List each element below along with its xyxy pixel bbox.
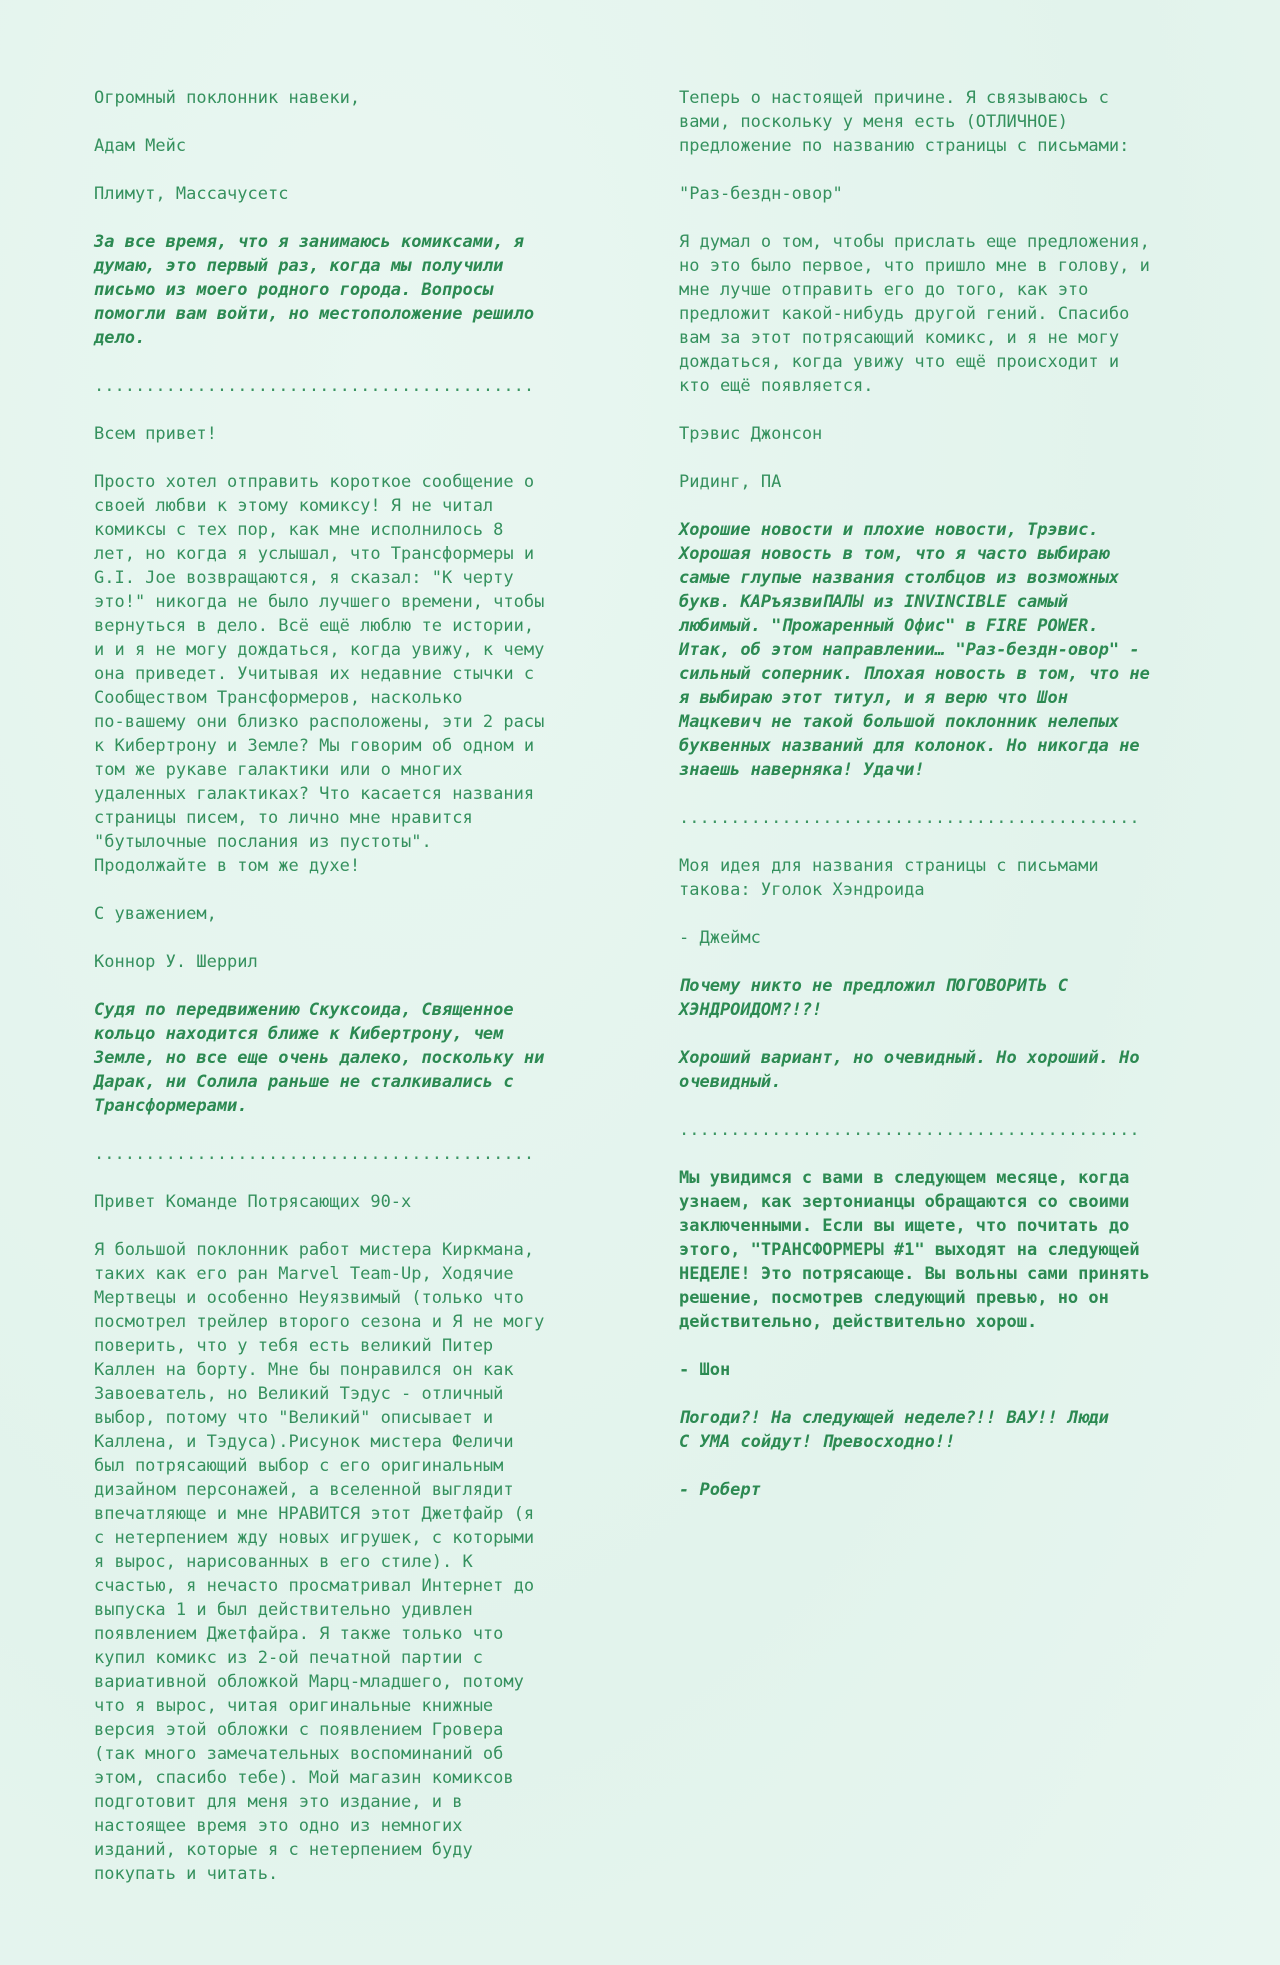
editor-announcement: Мы увидимся с вами в следующем месяце, когда узнаем, как зертонианцы обращаются со своими заключенными. Если вы ищете, что почитать до этого, "ТРАНСФОРМЕРЫ #1" выходят на следующей НЕДЕЛЕ! Это потрясающе. Вы вольны сами принять решение, посмотрев следующий превью, но он действительно, действительно хорош. [679, 1168, 1150, 1332]
letter-author: Адам Мейс [94, 136, 187, 156]
right-column [679, 86, 1199, 1526]
divider: ........................................... [94, 376, 535, 396]
letter-body: Просто хотел отправить короткое сообщение о своей любви к этому комиксу! Я не читал комиксы с тех пор, как мне исполнилось 8 лет, но когда я услышал, что Трансформеры и G.I. Joe возвращаются, я сказал: "К черту это!" никогда не было лучшего времени, чтобы вернуться в дело. Всё ещё люблю те истории, и и я не могу дождаться, когда увижу, к чему она приведет. Учитывая их недавние стычки с Сообществом Трансформеров, насколько по-вашему они близко расположены, эти 2 расы к Кибертрону и Земле? Мы говорим об одном и том же рукаве галактики или о многих удаленных галактиках? Что касается названия страницы писем, то лично мне нравится "бутылочные послания из пустоты". Продолжайте в том же духе! [94, 472, 545, 876]
letter-author: - Джеймс [679, 928, 761, 948]
letter-title-suggestion: "Раз-бездн-овор" [679, 184, 843, 204]
letter-author: Трэвис Джонсон [679, 424, 823, 444]
editor-reply: Хорошие новости и плохие новости, Трэвис. Хорошая новость в том, что я часто выбираю самые глупые названия столбцов из возможных букв. КАРъязвиПАЛЫ из INVINCIBLE самый любимый. "Прожаренный Офис" в FIRE POWER. Итак, об этом направлении… "Раз-бездн-овор" - сильный соперник. Плохая новость в том, что не я выбираю этот титул, и я верю что Шон Мацкевич не такой большой поклонник нелепых буквенных названий для колонок. Но никогда не знаешь наверняка! Удачи! [679, 520, 1150, 780]
editor-reply: Хороший вариант, но очевидный. Но хороший. Но очевидный. [679, 1048, 1140, 1092]
divider: ............................................. [679, 808, 1140, 828]
divider: ............................................. [679, 1120, 1140, 1140]
letter-body: Моя идея для названия страницы с письмами такова: Уголок Хэндроида [679, 856, 1099, 900]
editor-reply: Судя по передвижению Скуксоида, Священное кольцо находится ближе к Кибертрону, чем Земле, но все еще очень далеко, поскольку ни Дарак, ни Солила раньше не сталкивались с Трансформерами. [94, 1000, 545, 1116]
letter-closing: С уважением, [94, 904, 217, 924]
left-column [94, 86, 594, 1910]
letter-greeting: Привет Команде Потрясающих 90-х [94, 1192, 412, 1212]
letter-body: Теперь о настоящей причине. Я связываюсь с вами, поскольку у меня есть (ОТЛИЧНОЕ) предложение по названию страницы с письмами: [679, 88, 1130, 156]
editor-signature: - Шон [679, 1360, 731, 1380]
editor-reply: За все время, что я занимаюсь комиксами, я думаю, это первый раз, когда мы получили письмо из моего родного города. Вопросы помогли вам войти, но местоположение решило дело. [94, 232, 535, 348]
letter-location: Ридинг, ПА [679, 472, 782, 492]
letter-location: Плимут, Массачусетс [94, 184, 289, 204]
letter-body: Я думал о том, чтобы прислать еще предложения, но это было первое, что пришло мне в голову, и мне лучше отправить его до того, как это предложит какой-нибудь другой гений. Спасибо вам за этот потрясающий комикс, и я не могу дождаться, когда увижу что ещё происходит и кто ещё появляется. [679, 232, 1150, 396]
letter-greeting: Всем привет! [94, 424, 217, 444]
editor-signature: - Роберт [679, 1480, 761, 1500]
editor-reply: Погоди?! На следующей неделе?!! ВАУ!! Люди С УМА сойдут! Превосходно!! [679, 1408, 1109, 1452]
letter-author: Коннор У. Шеррил [94, 952, 258, 972]
letter-closing: Огромный поклонник навеки, [94, 88, 361, 108]
letter-body: Я большой поклонник работ мистера Киркмана, таких как его ран Marvel Team-Up, Ходячие Мертвецы и особенно Неуязвимый (только что посмотрел трейлер второго сезона и Я не могу поверить, что у тебя есть великий Питер Каллен на борту. Мне бы понравился он как Завоеватель, но Великий Тэдус - отличный выбор, потому что "Великий" описывает и Каллена, и Тэдуса).Рисунок мистера Феличи был потрясающий выбор с его оригинальным дизайном персонажей, а вселенной выглядит впечатляюще и мне НРАВИТСЯ этот Джетфайр (я с нетерпением жду новых игрушек, с которыми я вырос, нарисованных в его стиле). К счастью, я нечасто просматривал Интернет до выпуска 1 и был действительно удивлен появлением Джетфайра. Я также только что купил комикс из 2-ой печатной партии с вариативной обложкой Марц-младшего, потому что я вырос, читая оригинальные книжные версия этой обложки с появлением Гровера (так много замечательных воспоминаний об этом, спасибо тебе). Мой магазин комиксов подготовит для меня это издание, и в настоящее время это одно из немногих изданий, которые я с нетерпением буду покупать и читать. [94, 1240, 545, 1884]
divider: ........................................... [94, 1144, 535, 1164]
editor-reply: Почему никто не предложил ПОГОВОРИТЬ С ХЭНДРОИДОМ?!?! [679, 976, 1068, 1020]
